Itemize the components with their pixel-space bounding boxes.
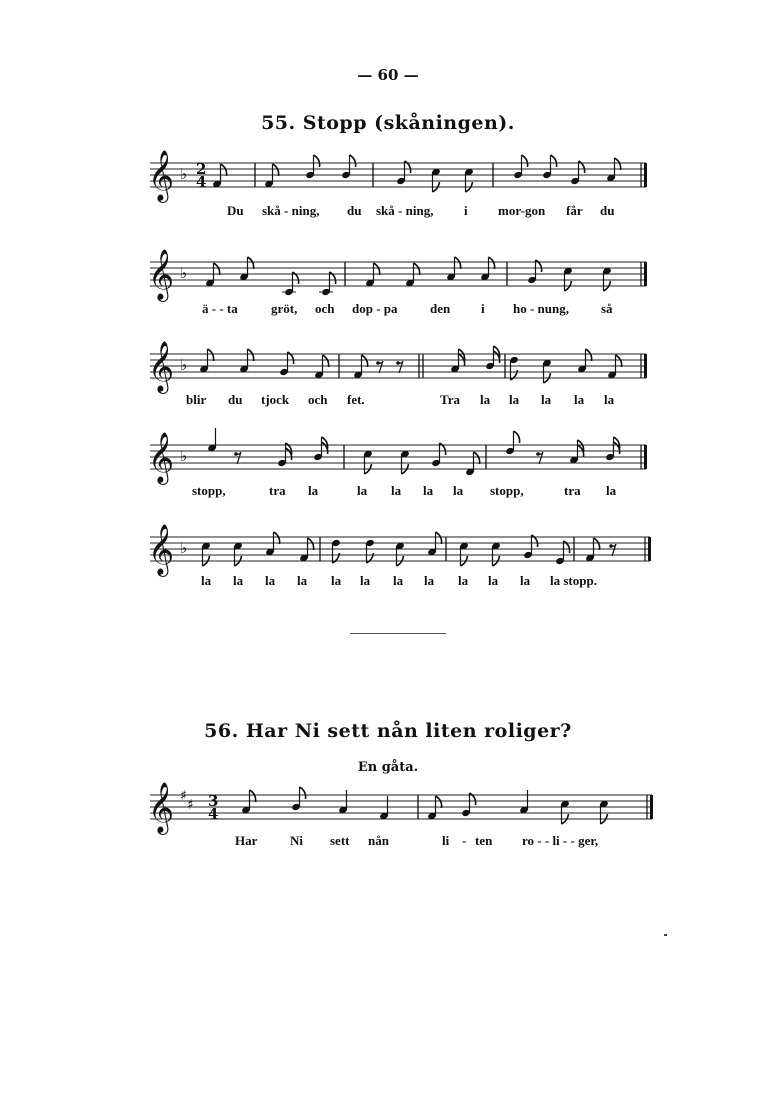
lyric: fet. [347,392,365,407]
note-flag [248,257,254,269]
lyric: i [464,203,468,218]
treble-clef: 𝄞 [148,782,175,833]
lyric: li [442,833,450,848]
lyric: Du [227,203,244,218]
eighth-rest-stroke [378,361,383,373]
lyric: la [233,573,244,588]
note-flag [551,155,557,167]
lyric: du [600,203,615,218]
lyric: den [430,301,451,316]
note-flag [436,796,442,808]
lyric: la [201,573,212,588]
lyrics-row [0,483,776,501]
note-flag [374,263,380,275]
note-flag [414,263,420,275]
sharp-sign: ♯ [187,797,194,813]
note-flag [436,532,442,544]
lyric: stopp, [490,483,524,498]
lyric: du [347,203,362,218]
lyric: la [393,573,404,588]
note-flag [221,164,227,176]
lyric: ä - - ta [202,301,238,316]
lyric: nån [368,833,389,848]
lyric: skå - ning, [262,203,320,218]
lyric: la [265,573,276,588]
lyric: la [308,483,319,498]
lyric: la [606,483,617,498]
note-flag [208,349,214,361]
flat-sign: ♭ [180,165,188,183]
flat-sign: ♭ [180,539,188,557]
lyric: gröt, [271,301,298,316]
note-flag [616,355,622,367]
note-flag [214,263,220,275]
flat-sign: ♭ [180,356,188,374]
lyric: i [481,301,485,316]
treble-clef: 𝄞 [148,249,175,300]
lyric: la [331,573,342,588]
lyric: la [509,392,520,407]
note-flag [362,355,368,367]
lyric: tra [564,483,581,498]
note-flag [300,787,306,799]
note-flag [273,164,279,176]
note-flag [248,349,254,361]
lyric: sett [330,833,350,848]
lyric: la [574,392,585,407]
lyric: Ni [290,833,303,848]
lyric: och [308,392,328,407]
lyric: Tra [440,392,460,407]
note-flag [274,532,280,544]
lyric: så [601,301,613,316]
eighth-rest-stroke [538,452,543,464]
lyric: blir [186,392,207,407]
lyric: la [360,573,371,588]
final-barline [644,445,647,469]
note-flag [314,155,320,167]
treble-clef: 𝄞 [148,341,175,392]
lyric: skå - ning, [376,203,434,218]
note-flag [586,349,592,361]
lyric: la [480,392,491,407]
lyric: la [453,483,464,498]
treble-clef: 𝄞 [148,150,175,201]
note-flag [474,452,480,464]
lyric: la [424,573,435,588]
lyrics-row [0,573,776,591]
lyric: och [315,301,335,316]
time-signature-bottom: 4 [208,805,219,823]
note-flag [615,158,621,170]
final-barline [644,262,647,286]
lyric: tjock [261,392,290,407]
note-flag [323,355,329,367]
lyrics-row [0,203,776,221]
lyric: ten [475,833,493,848]
lyric: ho - nung, [513,301,569,316]
lyric: la [458,573,469,588]
note-flag [489,257,495,269]
final-barline [644,163,647,187]
song-56-subtitle: En gåta. [357,760,419,775]
treble-clef: 𝄞 [148,524,175,575]
song-56-title: 56. Har Ni sett nån liten roliger? [204,720,572,742]
lyric: - [462,833,467,848]
final-barline [650,795,653,819]
lyric: la [357,483,368,498]
lyric: la [604,392,615,407]
lyric: dop - pa [352,301,398,316]
note-flag [514,431,520,443]
final-barline [644,354,647,378]
final-barline [648,537,651,561]
lyrics-row [0,301,776,319]
lyric: la [297,573,308,588]
section-divider [350,633,446,634]
note-flag [350,155,356,167]
flat-sign: ♭ [180,447,188,465]
lyric: Har [235,833,258,848]
lyric: stopp, [192,483,226,498]
lyric: mor-gon [498,203,546,218]
page-number: — 60 — [357,66,419,84]
song-55-title: 55. Stopp (skåningen). [261,112,515,134]
note-flag [594,538,600,550]
sharp-sign: ♯ [180,788,187,804]
note-flag [455,257,461,269]
lyric: la stopp. [550,573,597,588]
lyrics-row [0,392,776,410]
time-signature-top: 2 [196,160,207,178]
lyric: du [228,392,243,407]
note-flag [522,155,528,167]
time-signature-top: 3 [208,792,219,810]
lyric: la [541,392,552,407]
lyric: tra [269,483,286,498]
print-speck [664,934,667,936]
lyric: ro - - li - - ger, [522,833,599,848]
lyric: får [566,203,583,218]
lyric: la [520,573,531,588]
flat-sign: ♭ [180,264,188,282]
eighth-rest-stroke [398,361,403,373]
lyric: la [488,573,499,588]
time-signature-bottom: 4 [196,173,207,191]
note-flag [250,790,256,802]
eighth-rest-stroke [236,452,241,464]
eighth-rest-stroke [611,544,616,556]
note-flag [308,538,314,550]
lyrics-row [0,833,776,851]
lyric: la [423,483,434,498]
lyric: la [391,483,402,498]
treble-clef: 𝄞 [148,432,175,483]
